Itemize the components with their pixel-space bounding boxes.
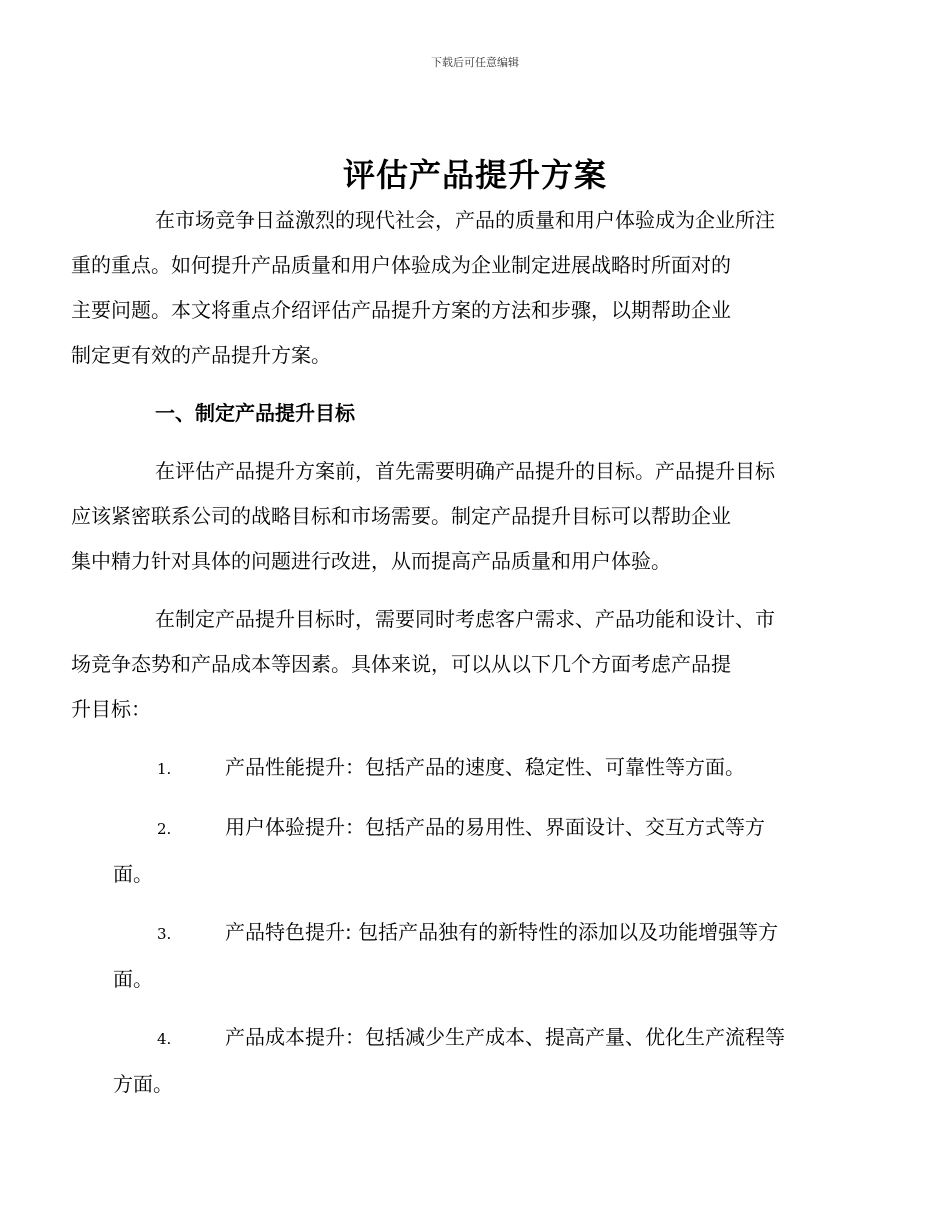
intro-paragraph	[71, 198, 833, 378]
section-para2-line-2: 场竞争态势和产品成本等因素。具体来说，可以从以下几个方面考虑产品提	[71, 652, 731, 676]
list-item-number: 2.	[157, 820, 172, 838]
document-title: 评估产品提升方案	[342, 156, 607, 194]
list-item-continuation: 面。	[113, 967, 153, 991]
document-body	[71, 198, 833, 1107]
list-item-number: 1.	[157, 760, 172, 778]
section-para2-line-3: 升目标：	[71, 697, 151, 721]
list-item-number: 4.	[157, 1030, 172, 1048]
list-item-text: 产品成本提升：包括减少生产成本、提高产量、优化生产流程等	[225, 1025, 785, 1049]
section-para1-line-1: 在评估产品提升方案前，首先需要明确产品提升的目标。产品提升目标	[155, 459, 775, 483]
list-item-number: 3.	[157, 925, 172, 943]
section-paragraph-1	[71, 449, 833, 584]
list-item-text: 产品性能提升：包括产品的速度、稳定性、可靠性等方面。	[225, 755, 745, 779]
section-para1-line-3: 集中精力针对具体的问题进行改进，从而提高产品质量和用户体验。	[71, 549, 671, 573]
list-item-continuation: 面。	[113, 862, 153, 886]
list-item-text: 产品特色提升: 包括产品独有的新特性的添加以及功能增强等方	[225, 920, 779, 944]
intro-line-3: 主要问题。本文将重点介绍评估产品提升方案的方法和步骤，以期帮助企业	[71, 298, 731, 322]
intro-line-2: 重的重点。如何提升产品质量和用户体验成为企业制定进展战略时所面对的	[71, 253, 731, 277]
intro-line-4: 制定更有效的产品提升方案。	[71, 343, 331, 367]
section-para1-line-2: 应该紧密联系公司的战略目标和市场需要。制定产品提升目标可以帮助企业	[71, 504, 731, 528]
section-paragraph-2	[71, 597, 833, 732]
list-item	[113, 1015, 833, 1107]
section-heading: 一、制定产品提升目标	[155, 401, 355, 425]
list-item-text: 用户体验提升：包括产品的易用性、界面设计、交互方式等方	[225, 815, 765, 839]
list-item-continuation: 方面。	[113, 1072, 173, 1096]
list-item	[113, 910, 833, 1002]
list-item	[113, 805, 833, 897]
section-para2-line-1: 在制定产品提升目标时，需要同时考虑客户需求、产品功能和设计、市	[155, 607, 775, 631]
intro-line-1: 在市场竞争日益激烈的现代社会，产品的质量和用户体验成为企业所注	[155, 208, 775, 232]
list-item	[113, 745, 833, 792]
header-note: 下载后可任意编辑	[431, 56, 519, 69]
